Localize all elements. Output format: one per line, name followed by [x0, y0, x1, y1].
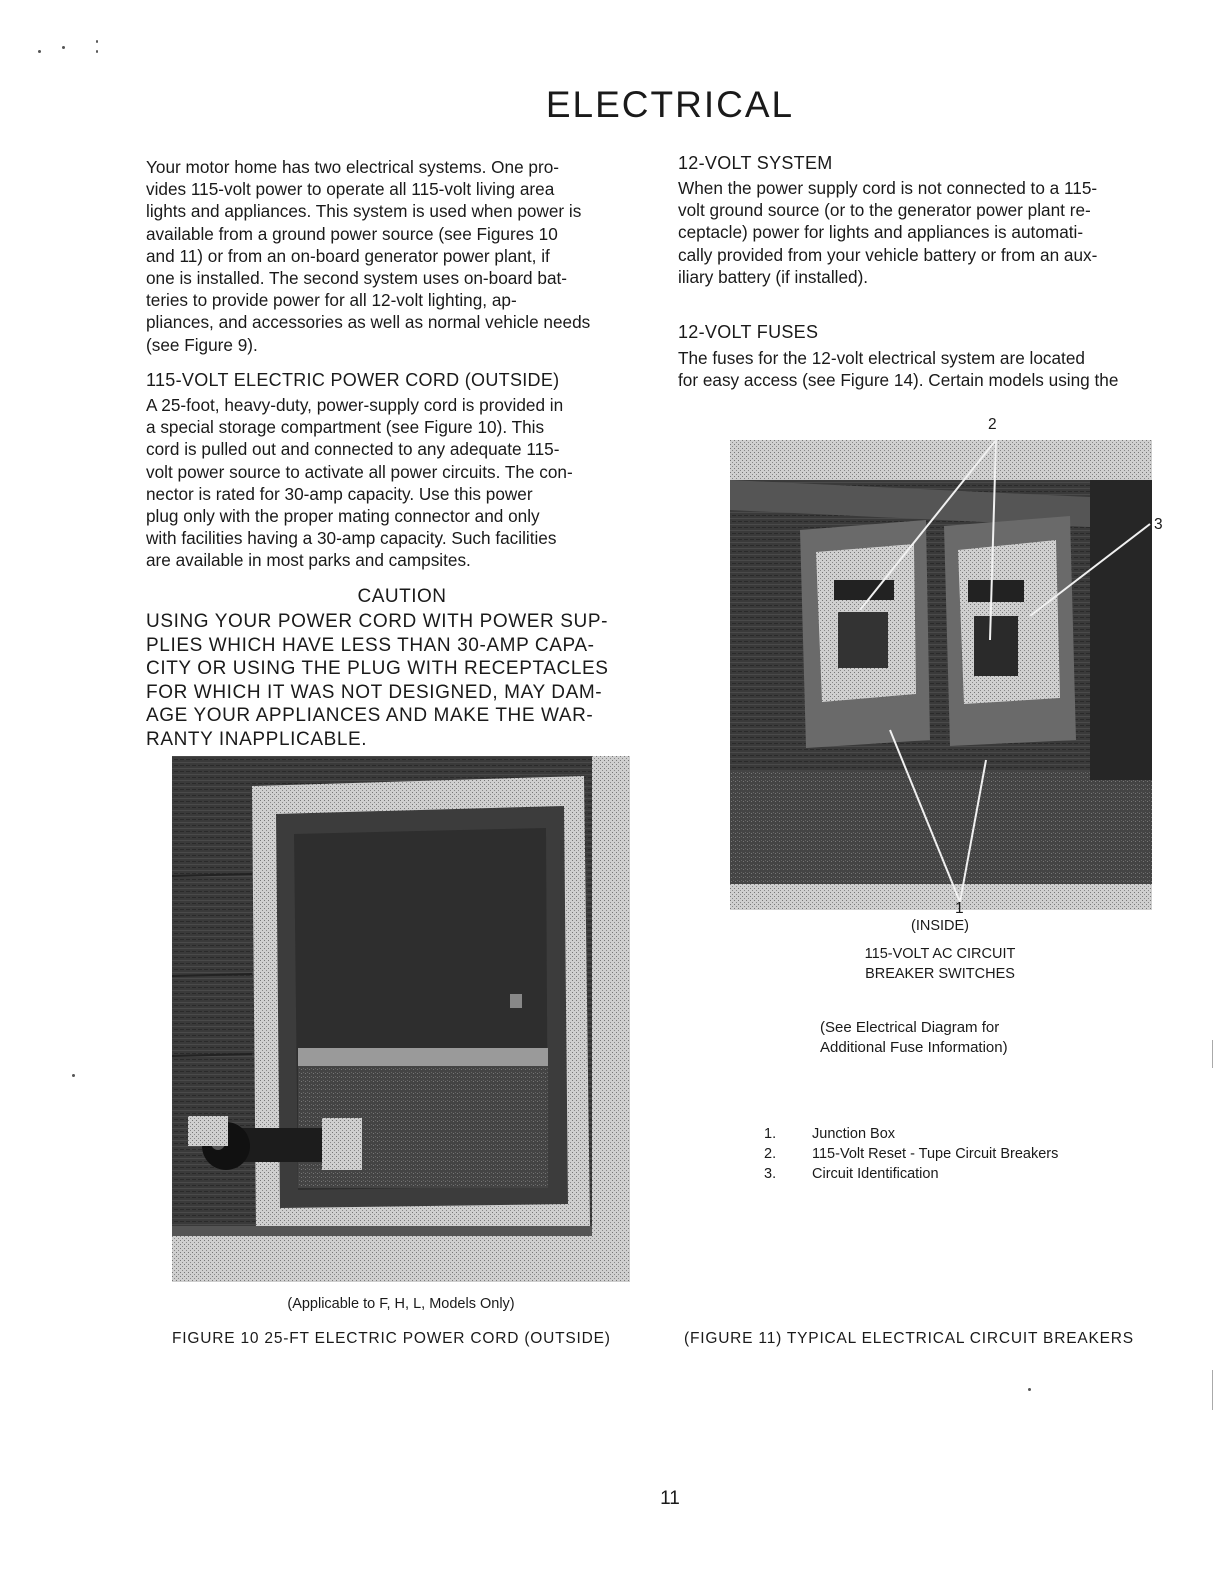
text-line: available from a ground power source (see Figures 10	[146, 223, 558, 244]
text-line: Your motor home has two electrical systems. One pro-	[146, 157, 559, 177]
fuse-note-1: (See Electrical Diagram for	[820, 1019, 1000, 1036]
legend-number: 2.	[764, 1146, 777, 1162]
text-line: a special storage compartment (see Figure 10). This	[146, 417, 545, 438]
text-line: nector is rated for 30-amp capacity. Use this power	[146, 483, 533, 504]
scan-speck	[96, 50, 98, 53]
text-line: with facilities having a 30-amp capacity. Such facilities	[146, 528, 557, 549]
scan-speck	[38, 50, 41, 53]
legend-text: Junction Box	[812, 1126, 896, 1142]
text-line: are available in most parks and campsites.	[146, 550, 471, 571]
scan-mark	[1212, 1370, 1213, 1410]
text-line: RANTY INAPPLICABLE.	[146, 728, 368, 750]
text-line: The fuses for the 12-volt electrical system are located	[678, 348, 1085, 368]
legend-text: Circuit Identification	[812, 1166, 939, 1182]
legend-item	[764, 1144, 1164, 1164]
text-line: AGE YOUR APPLIANCES AND MAKE THE WAR-	[146, 705, 594, 726]
text-line: volt power source to activate all power circuits. The con-	[146, 461, 573, 482]
breaker-label-2: BREAKER SWITCHES	[865, 966, 1015, 982]
text-line: lights and appliances. This system is used when power is	[146, 201, 582, 222]
figure-10-caption: FIGURE 10 25-FT ELECTRIC POWER CORD (OUTSIDE)	[172, 1330, 611, 1347]
figure-11-caption: (FIGURE 11) TYPICAL ELECTRICAL CIRCUIT BREAKERS	[684, 1330, 1134, 1347]
callout-2: 2	[988, 416, 997, 433]
text-line: FOR WHICH IT WAS NOT DESIGNED, MAY DAM-	[146, 681, 603, 703]
twelve-volt-fuses-paragraph	[678, 347, 1192, 391]
circuit-breaker-panel-illustration	[730, 440, 1152, 910]
text-line: CITY OR USING THE PLUG WITH RECEPTACLES	[146, 658, 609, 679]
text-line: volt ground source (or to the generator power plant re-	[678, 200, 1091, 221]
fuse-note-2: Additional Fuse Information)	[820, 1039, 1008, 1056]
text-line: pliances, and accessories as well as normal vehicle needs	[146, 312, 591, 333]
compartment-door-illustration	[172, 756, 630, 1282]
legend-item	[764, 1164, 1164, 1184]
twelve-volt-system-heading: 12-VOLT SYSTEM	[678, 153, 833, 173]
text-line: PLIES WHICH HAVE LESS THAN 30-AMP CAPA-	[146, 634, 595, 656]
inside-label: (INSIDE)	[911, 918, 969, 934]
figure-10-note: (Applicable to F, H, L, Models Only)	[287, 1296, 515, 1312]
scan-mark	[1212, 1040, 1213, 1068]
text-line: ceptacle) power for lights and appliances is automati-	[678, 222, 1084, 243]
text-line: cally provided from your vehicle battery or from an aux-	[678, 244, 1098, 265]
text-line: When the power supply cord is not connected to a 115-	[678, 178, 1098, 198]
breaker-label-1: 115-VOLT AC CIRCUIT	[864, 946, 1016, 962]
twelve-volt-system-paragraph	[678, 177, 1192, 288]
text-line: one is installed. The second system uses on-board bat-	[146, 268, 568, 289]
text-line: USING YOUR POWER CORD WITH POWER SUP-	[146, 611, 609, 632]
text-line: for easy access (see Figure 14). Certain models using the	[678, 370, 1119, 391]
caution-text	[146, 610, 658, 751]
power-cord-paragraph	[146, 394, 658, 572]
scan-speck	[72, 1074, 75, 1077]
legend-text: 115-Volt Reset - Tupe Circuit Breakers	[812, 1146, 1059, 1162]
legend-number: 3.	[764, 1166, 777, 1182]
power-cord-heading: 115-VOLT ELECTRIC POWER CORD (OUTSIDE)	[146, 370, 560, 390]
page-number: 11	[660, 1488, 680, 1509]
legend-number: 1.	[764, 1126, 777, 1142]
callout-3: 3	[1154, 516, 1163, 533]
text-line: A 25-foot, heavy-duty, power-supply cord is provided in	[146, 395, 564, 415]
legend-item	[764, 1124, 1164, 1144]
intro-paragraph	[146, 156, 658, 356]
text-line: vides 115-volt power to operate all 115-volt living area	[146, 179, 555, 200]
figure-11-image	[730, 440, 1152, 910]
text-line: plug only with the proper mating connector and only	[146, 506, 540, 527]
scan-speck	[62, 46, 65, 49]
callout-1: 1	[955, 900, 964, 917]
text-line: teries to provide power for all 12-volt lighting, ap-	[146, 290, 517, 311]
text-line: and 11) or from an on-board generator power plant, if	[146, 245, 550, 266]
page-title: ELECTRICAL	[545, 84, 795, 125]
scan-speck	[1028, 1388, 1031, 1391]
photo-crop-mask	[172, 1282, 642, 1592]
text-line: iliary battery (if installed).	[678, 266, 869, 287]
twelve-volt-fuses-heading: 12-VOLT FUSES	[678, 322, 819, 342]
figure-11-legend	[764, 1124, 1164, 1184]
text-line: cord is pulled out and connected to any adequate 115-	[146, 439, 560, 460]
text-line: (see Figure 9).	[146, 334, 258, 355]
scan-speck	[96, 40, 98, 43]
caution-heading: CAUTION	[357, 586, 447, 607]
figure-10-image	[172, 756, 630, 1282]
